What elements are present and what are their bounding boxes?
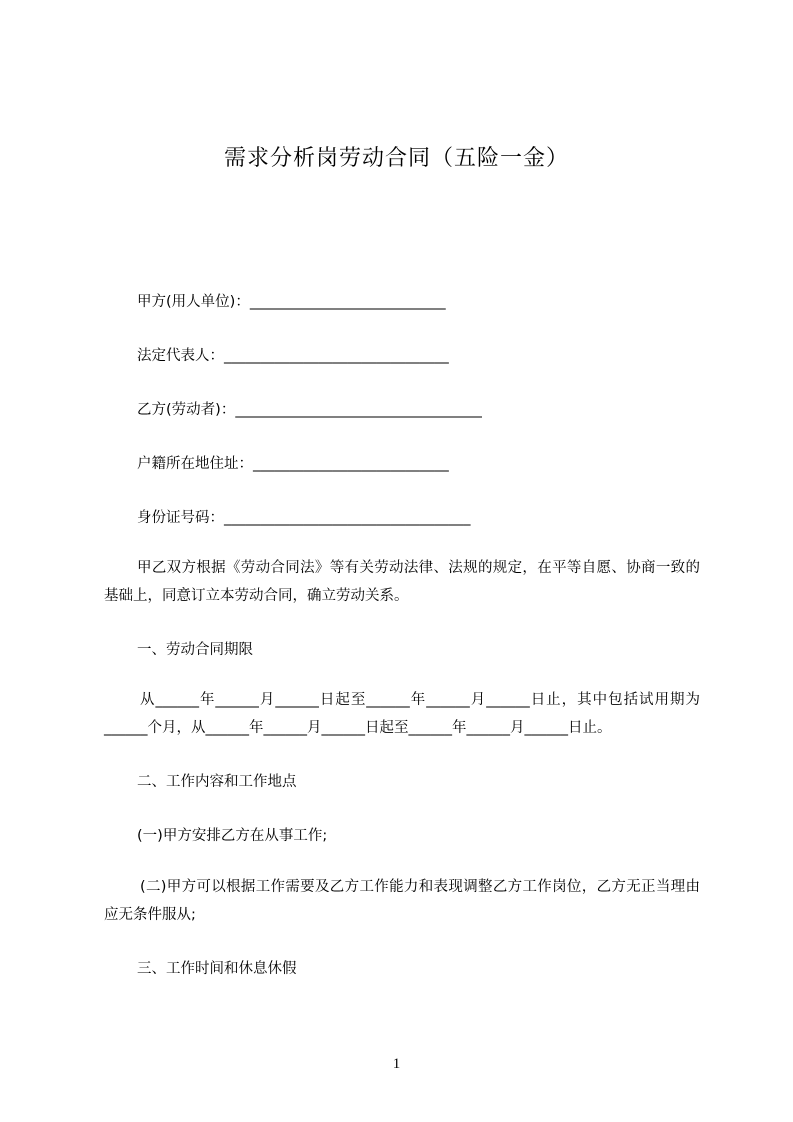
legal-rep-field: 法定代表人：_______________________________ <box>137 348 449 364</box>
intro-paragraph: 甲乙双方根据《劳动合同法》等有关劳动法律、法规的规定，在平等自愿、协商一致的基础上，同意订立本劳动合同，确立劳动关系。 <box>104 560 700 604</box>
section-3-heading: 三、工作时间和休息休假 <box>137 961 297 977</box>
section-2-heading: 二、工作内容和工作地点 <box>137 774 297 790</box>
section-2-item-2: (二)甲方可以根据工作需要及乙方工作能力和表现调整乙方工作岗位，乙方无正当理由应无条件服从; <box>104 879 700 923</box>
page-number: 1 <box>392 1056 401 1072</box>
party-b-field: 乙方(劳动者)：__________________________________ <box>137 402 482 418</box>
section-1-text: 从______年______月______日起至______年______月______日止，其中包括试用期为______个月，从______年______月______日起至______年______月______日止。 <box>104 692 700 736</box>
document-title: 需求分析岗劳动合同（五险一金） <box>223 146 569 171</box>
hukou-address-field: 户籍所在地住址：___________________________ <box>137 456 449 472</box>
section-1-heading: 一、劳动合同期限 <box>137 642 253 658</box>
id-number-field: 身份证号码：__________________________________ <box>137 510 471 526</box>
party-a-field: 甲方(用人单位)：___________________________ <box>137 294 446 310</box>
section-2-item-1: (一)甲方安排乙方在从事工作; <box>137 828 328 844</box>
